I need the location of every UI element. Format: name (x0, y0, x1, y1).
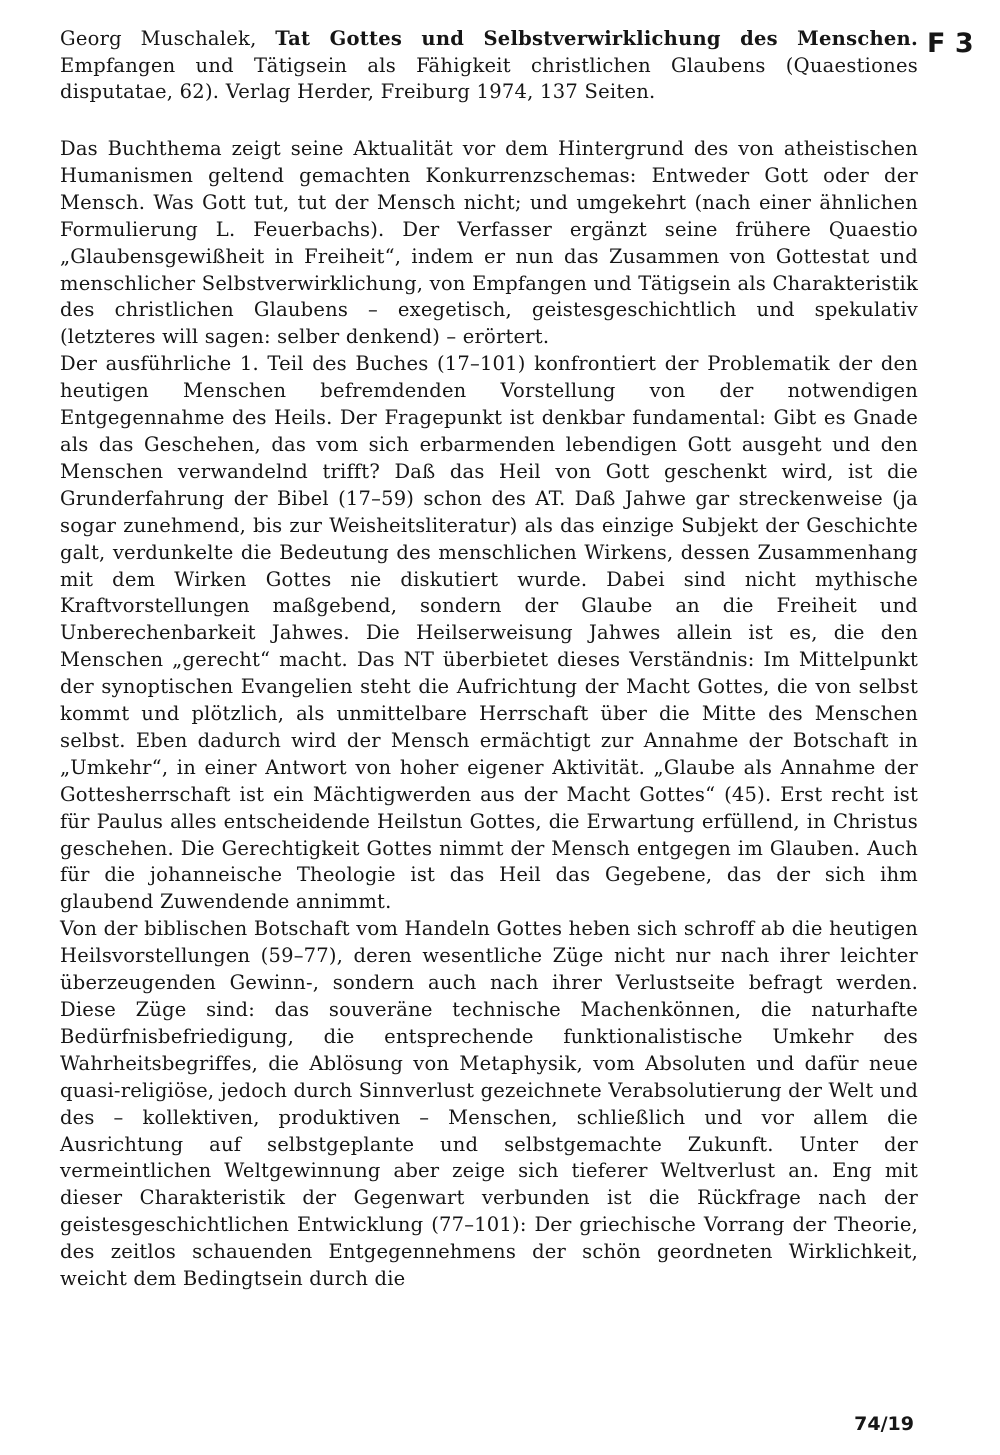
review-header (60, 26, 918, 106)
paragraph-modern-views: Von der biblischen Botschaft vom Handeln Gottes heben sich schroff ab die heutigen Heilsvorstellungen (59–77), deren wesentliche Züge nicht nur nach ihrer leichter überzeugenden Gewinn-, sondern auch nach ihrer Verlustseite befragt werden. Diese Züge sind: das souveräne technische Machenkönnen, die naturhafte Bedürfnisbefriedigung, die entsprechende funktionalistische Umkehr des Wahrheitsbegriffes, die Ablösung von Metaphysik, vom Absoluten und dafür neue quasi-religiöse, jedoch durch Sinnverlust gezeichnete Verabsolutierung der Welt und des – kollektiven, produktiven – Menschen, schließlich und vor allem die Ausrichtung auf selbstgeplante und selbstgemachte Zukunft. Unter der vermeintlichen Weltgewinnung aber zeige sich tieferer Weltverlust an. Eng mit dieser Charakteristik der Gegenwart verbunden ist die Rückfrage nach der geistesgeschichtlichen Entwicklung (77–101): Der griechische Vorrang der Theorie, des zeitlos schauenden Entgegennehmens der schön geordneten Wirklichkeit, weicht dem Bedingtsein durch die (60, 917, 918, 1291)
author-name: Georg Muschalek, (60, 27, 257, 50)
section-code: F 3 (927, 28, 974, 59)
bibliographic-entry (60, 26, 918, 106)
page-number: 74/19 (854, 1413, 914, 1435)
publication-details: Empfangen und Tätigsein als Fähigkeit christlichen Glaubens (Quaestiones disputatae, 62). Verlag Herder, Freiburg 1974, 137 Seiten. (60, 53, 918, 103)
paragraph-intro: Das Buchthema zeigt seine Aktualität vor dem Hintergrund des von atheistischen Humanismen geltend gemachten Konkurrenzschemas: Entweder Gott oder der Mensch. Was Gott tut, tut der Mensch nicht; und umgekehrt (nach einer ähnlichen Formulierung L. Feuerbachs). Der Verfasser ergänzt seine frühere Quaestio „Glaubensgewißheit in Freiheit“, indem er nun das Zusammen von Gottestat und menschlicher Selbstverwirklichung, von Empfangen und Tätigsein als Charakteristik des christlichen Glaubens – exegetisch, geistesgeschichtlich und spekulativ (letzteres will sagen: selber denkend) – erörtert. (60, 137, 918, 349)
book-title: Tat Gottes und Selbstverwirklichung des Menschen. (275, 27, 918, 50)
paragraph-part-one: Der ausführliche 1. Teil des Buches (17–101) konfrontiert der Problematik der den heutigen Menschen befremdenden Vorstellung von der notwendigen Entgegennahme des Heils. Der Fragepunkt ist denkbar fundamental: Gibt es Gnade als das Geschehen, das vom sich erbarmenden lebendigen Gott ausgeht und den Menschen verwandelnd trifft? Daß das Heil von Gott geschenkt wird, ist die Grunderfahrung der Bibel (17–59) schon des AT. Daß Jahwe gar streckenweise (ja sogar zunehmend, bis zur Weisheitsliteratur) als das einzige Subjekt der Geschichte galt, verdunkelte die Bedeutung des menschlichen Wirkens, dessen Zusammenhang mit dem Wirken Gottes nie diskutiert wurde. Dabei sind nicht mythische Kraftvorstellungen maßgebend, sondern der Glaube an die Freiheit und Unberechenbarkeit Jahwes. Die Heilserweisung Jahwes allein ist es, die den Menschen „gerecht“ macht. Das NT überbietet dieses Verständnis: Im Mittelpunkt der synoptischen Evangelien steht die Aufrichtung der Macht Gottes, die von selbst kommt und plötzlich, als unmittelbare Herrschaft über die Mitte des Menschen selbst. Eben dadurch wird der Mensch ermächtigt zur Annahme der Botschaft in „Umkehr“, in einer Antwort von hoher eigener Aktivität. „Glaube als Annahme der Gottesherrschaft ist ein Mächtigwerden aus der Macht Gottes“ (45). Erst recht ist für Paulus alles entscheidende Heilstun Gottes, die Erwartung erfüllend, in Christus geschehen. Die Gerechtigkeit Gottes nimmt der Mensch entgegen im Glauben. Auch für die johanneische Theologie ist das Heil das Gegebene, das der sich ihm glaubend Zuwendende annimmt. (60, 352, 918, 914)
review-body (60, 136, 918, 1293)
